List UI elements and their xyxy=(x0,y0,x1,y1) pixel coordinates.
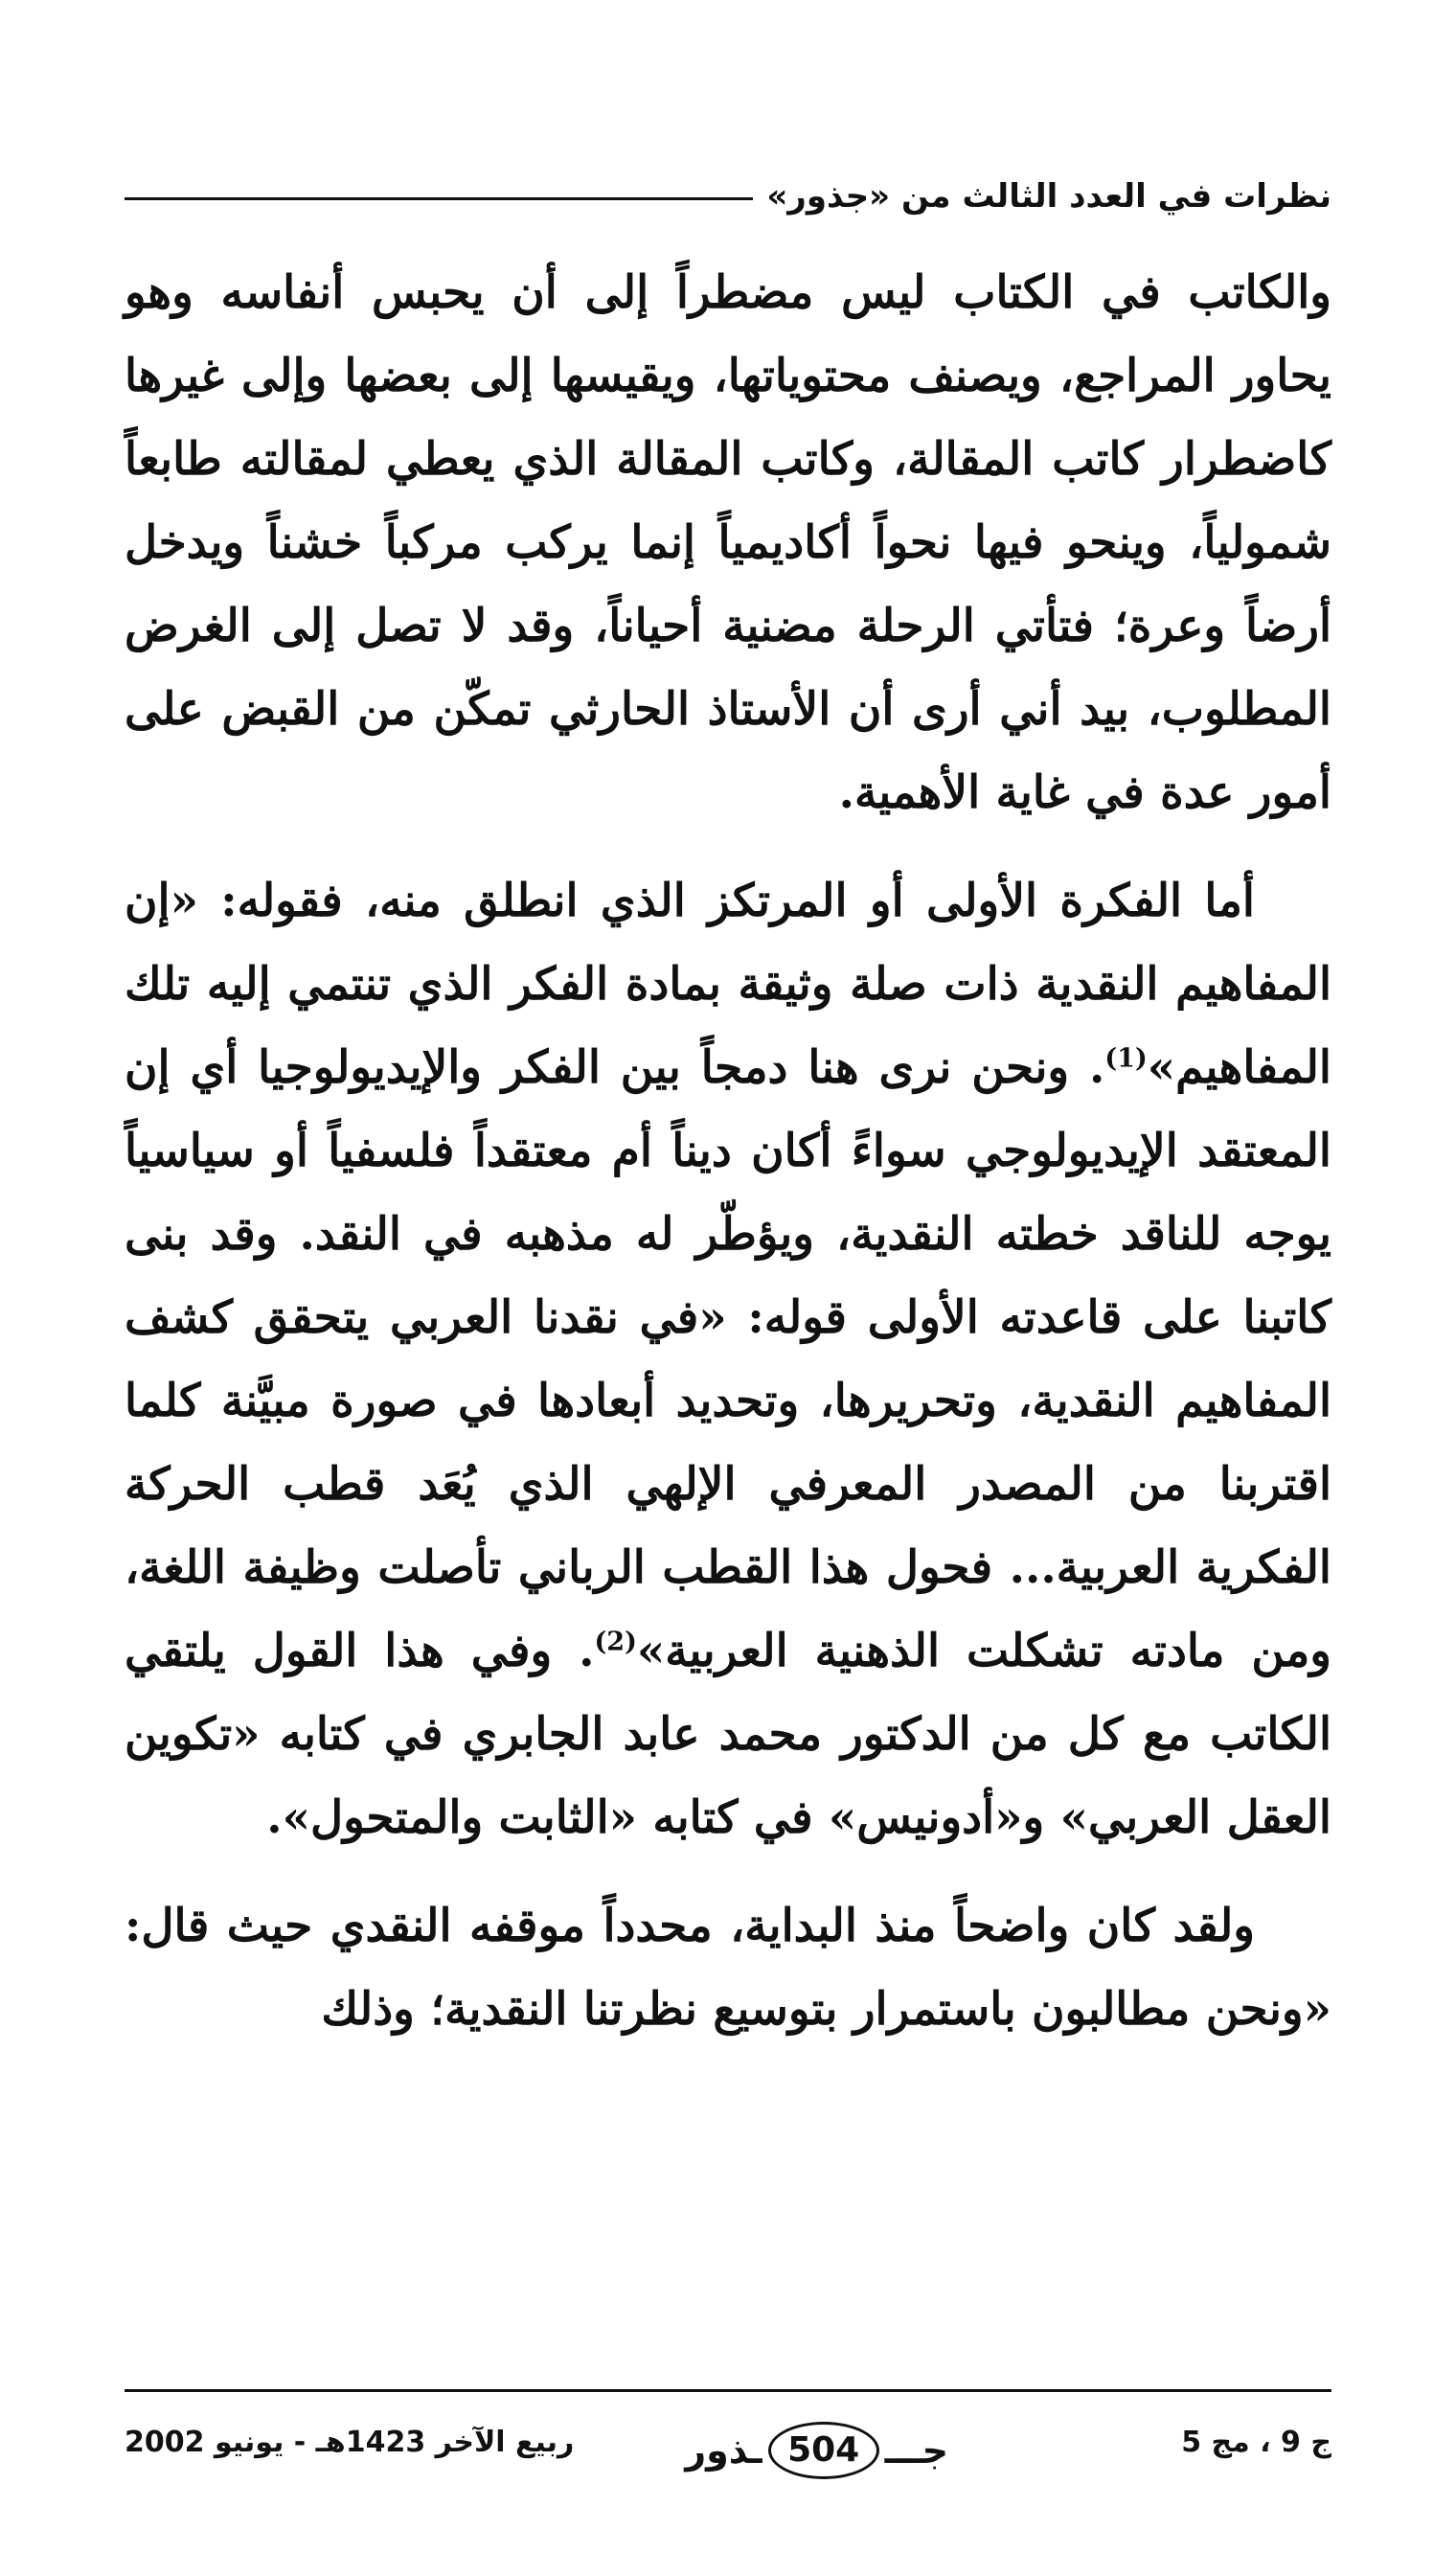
header-rule xyxy=(125,197,753,200)
page-number: 504 xyxy=(768,2422,879,2479)
footnote-marker-2: (2) xyxy=(594,1627,637,1657)
paragraph-2-part-a: أما الفكرة الأولى أو المرتكز الذي انطلق منه، فقوله: «إن المفاهيم النقدية ذات صلة وثيقة بمادة الفكر الذي تنتمي إليه تلك المفاهيم» xyxy=(125,875,1331,1094)
issue-date: ربيع الآخر 1423هـ - يونيو 2002 xyxy=(125,2426,575,2459)
journal-name-start: جـــ xyxy=(884,2429,948,2472)
volume-issue: ج 9 ، مج 5 xyxy=(1181,2426,1331,2459)
paragraph-1: والكاتب في الكتاب ليس مضطراً إلى أن يحبس أنفاسه وهو يحاور المراجع، ويصنف محتوياتها، ويقيسها إلى بعضها وإلى غيرها كاضطرار كاتب المقالة، وكاتب المقالة الذي يعطي لمقالته طابعاً شمولياً، وينحو فيها نحواً أكاديمياً إنما يركب مركباً خشناً ويدخل أرضاً وعرة؛ فتأتي الرحلة مضنية أحياناً، وقد لا تصل إلى الغرض المطلوب، بيد أني أرى أن الأستاذ الحارثي تمكّن من القبض على أمور عدة في غاية الأهمية. xyxy=(125,266,1331,819)
article-body xyxy=(125,251,1331,2076)
footer-rule xyxy=(125,2389,1331,2392)
paragraph-2-part-c: . وفي هذا القول يلتقي الكاتب مع كل من الدكتور محمد عابد الجابري في كتابه «تكوين العقل العربي» و«أدونيس» في كتابه «الثابت والمتحول». xyxy=(125,1625,1331,1844)
footnote-marker-1: (1) xyxy=(1104,1043,1148,1074)
paragraph-2 xyxy=(125,859,1331,1859)
journal-logo xyxy=(685,2422,948,2479)
journal-name-end: ـذور xyxy=(685,2429,762,2472)
paragraph-2-part-b: . ونحن نرى هنا دمجاً بين الفكر والإيديولوجيا أي إن المعتقد الإيديولوجي سواءً أكان ديناً أم معتقداً فلسفياً أو سياسياً يوجه للناقد خطته النقدية، ويؤطّر له مذهبه في النقد. وقد بنى كاتبنا على قاعدته الأولى قوله: «في نقدنا العربي يتحقق كشف المفاهيم النقدية، وتحريرها، وتحديد أبعادها في صورة مبيَّنة كلما اقتربنا من المصدر المعرفي الإلهي الذي يُعَد قطب الحركة الفكرية العربية... فحول هذا القطب الرباني تأصلت وظيفة اللغة، ومن مادته تشكلت الذهنية العربية» xyxy=(125,1041,1331,1677)
page-footer xyxy=(125,2403,1331,2489)
running-header-title: نظرات في العدد الثالث من «جذور» xyxy=(766,177,1331,216)
paragraph-3: ولقد كان واضحاً منذ البداية، محدداً موقفه النقدي حيث قال: «ونحن مطالبون باستمرار بتوسيع نظرتنا النقدية؛ وذلك xyxy=(125,1900,1331,2036)
running-header xyxy=(125,163,1331,230)
